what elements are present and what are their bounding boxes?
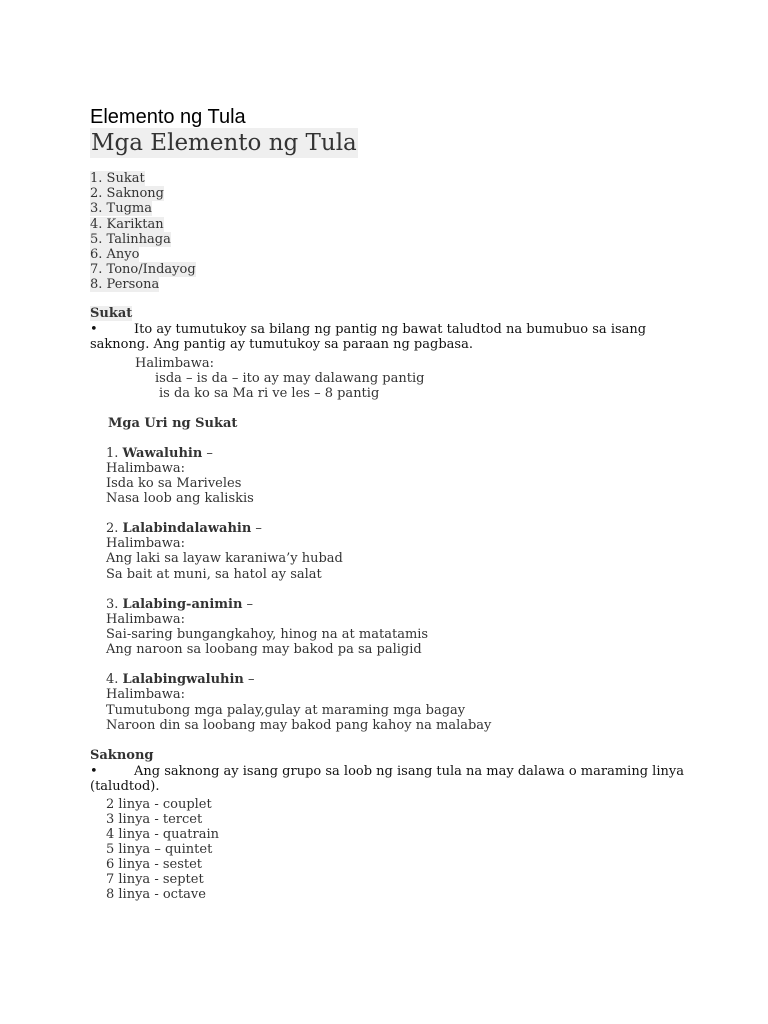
example-line: Isda ko sa Mariveles <box>106 476 242 491</box>
section-heading-saknong: Saknong <box>90 748 154 763</box>
example-line: isda – is da – ito ay may dalawang pantig <box>155 371 425 386</box>
example-label: Halimbawa: <box>106 612 186 627</box>
document-heading: Elemento ng Tula <box>90 106 246 128</box>
list-item: 6 linya - sestet <box>106 857 203 872</box>
type-title: 3. Lalabing-animin – <box>106 597 254 612</box>
list-item: 7 linya - septet <box>106 872 204 887</box>
list-item: 8. Persona <box>90 277 160 293</box>
example-line: Nasa loob ang kaliskis <box>106 491 254 506</box>
list-item: 4 linya - quatrain <box>106 827 220 842</box>
type-title: 1. Wawaluhin – <box>106 446 213 461</box>
bullet-icon: • <box>90 764 98 779</box>
saknong-definition: • Ang saknong ay isang grupo sa loob ng isang tula na may dalawa o maraming linya (taludtod). <box>90 764 684 794</box>
types-heading: Mga Uri ng Sukat <box>108 416 238 431</box>
example-line: Ang laki sa layaw karaniwa’y hubad <box>106 551 343 566</box>
list-item: 6. Anyo <box>90 246 140 262</box>
list-item: 1. Sukat <box>90 171 145 186</box>
sukat-definition: • Ito ay tumutukoy sa bilang ng pantig ng bawat taludtod na bumubuo sa isang saknong. Ang pantig ay tumutukoy sa paraan ng pagbasa. <box>90 322 647 352</box>
bullet-icon: • <box>90 322 98 337</box>
section-heading-sukat: Sukat <box>90 306 133 321</box>
example-label: Halimbawa: <box>106 687 186 702</box>
type-title: 2. Lalabindalawahin – <box>106 521 262 536</box>
example-line: Naroon din sa loobang may bakod pang kahoy na malabay <box>106 718 492 733</box>
example-line: Sai-saring bungangkahoy, hinog na at matatamis <box>106 627 429 642</box>
list-item: 4. Kariktan <box>90 216 164 232</box>
type-title: 4. Lalabingwaluhin – <box>106 672 255 687</box>
page-title: Mga Elemento ng Tula <box>91 130 357 156</box>
example-line: Tumutubong mga palay,gulay at maraming mga bagay <box>106 703 466 718</box>
list-item: 5. Talinhaga <box>90 231 171 247</box>
example-line: Sa bait at muni, sa hatol ay salat <box>106 567 322 582</box>
example-line: Ang naroon sa loobang may bakod pa sa paligid <box>106 642 422 657</box>
list-item: 2. Saknong <box>90 186 164 202</box>
list-item: 3. Tugma <box>90 201 152 217</box>
example-line: is da ko sa Ma ri ve les – 8 pantig <box>159 386 380 401</box>
list-item: 3 linya - tercet <box>106 812 203 827</box>
list-item: 8 linya - octave <box>106 887 206 902</box>
example-label: Halimbawa: <box>106 536 186 551</box>
example-label: Halimbawa: <box>135 356 215 371</box>
element-list <box>90 171 196 293</box>
list-item: 7. Tono/Indayog <box>90 262 196 278</box>
list-item: 2 linya - couplet <box>106 797 212 812</box>
example-label: Halimbawa: <box>106 461 186 476</box>
list-item: 5 linya – quintet <box>106 842 213 857</box>
